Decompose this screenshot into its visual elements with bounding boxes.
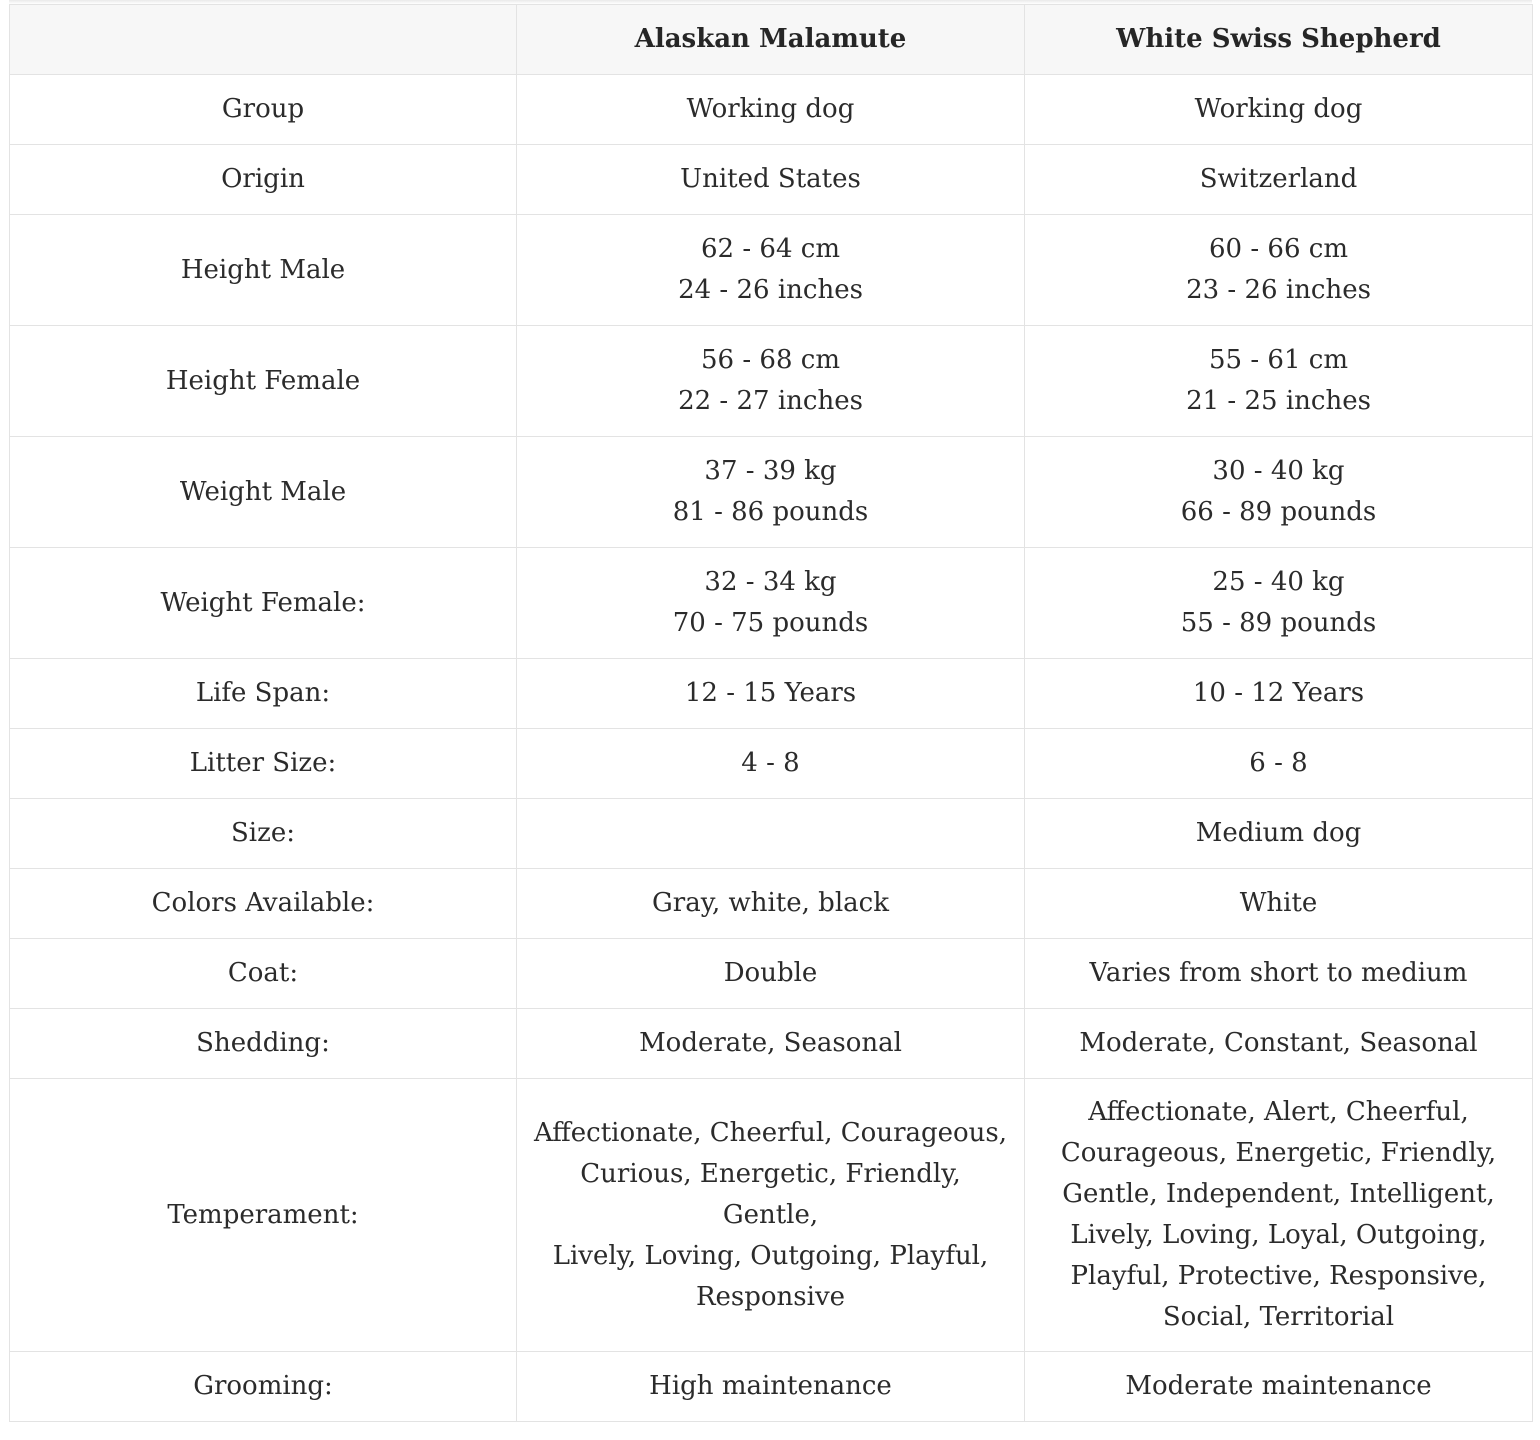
breed-1-value-cell (517, 939, 1025, 1009)
breed-2-value-line: 21 - 25 inches (1186, 386, 1371, 416)
breed-2-value-cell (1025, 659, 1533, 729)
breed-2-value-line: Playful, Protective, Responsive, (1070, 1261, 1487, 1291)
header-breed-2: White Swiss Shepherd (1025, 5, 1533, 75)
row-label: Size: (10, 799, 517, 869)
row-label: Temperament: (10, 1079, 517, 1352)
breed-2-value-line: 55 - 89 pounds (1180, 608, 1377, 638)
breed-2-value-cell (1025, 799, 1533, 869)
table-row (10, 659, 1533, 729)
header-empty-cell (10, 5, 517, 75)
table-row (10, 437, 1533, 548)
breed-2-value-line: 55 - 61 cm (1209, 345, 1348, 375)
breed-2-value-line: Moderate maintenance (1125, 1371, 1432, 1401)
table-row (10, 548, 1533, 659)
breed-1-value-line: Double (723, 958, 818, 988)
breed-1-value-cell (517, 437, 1025, 548)
breed-2-value-line: Moderate, Constant, Seasonal (1079, 1028, 1478, 1058)
breed-2-value-line: Affectionate, Alert, Cheerful, (1088, 1097, 1469, 1127)
breed-2-value-line: 23 - 26 inches (1186, 275, 1371, 305)
row-label: Height Female (10, 326, 517, 437)
row-label: Coat: (10, 939, 517, 1009)
breed-1-value-cell (517, 548, 1025, 659)
breed-2-value-line: 6 - 8 (1249, 748, 1308, 778)
breed-1-value-line: High maintenance (649, 1371, 892, 1401)
breed-2-value-cell (1025, 437, 1533, 548)
breed-2-value-cell (1025, 869, 1533, 939)
breed-1-value-line: Curious, Energetic, Friendly, Gentle, (580, 1158, 961, 1230)
row-label: Height Male (10, 215, 517, 326)
breed-1-value-line: 56 - 68 cm (701, 345, 840, 375)
breed-1-value-line: Gray, white, black (652, 888, 889, 918)
breed-1-value-cell (517, 659, 1025, 729)
breed-1-value-line: 37 - 39 kg (704, 456, 837, 486)
table-row (10, 145, 1533, 215)
breed-2-value-line: 66 - 89 pounds (1180, 497, 1377, 527)
comparison-table-container (9, 4, 1532, 1422)
breed-1-value-line: 4 - 8 (741, 748, 800, 778)
table-row (10, 75, 1533, 145)
breed-2-value-cell (1025, 75, 1533, 145)
breed-1-value-line: Responsive (695, 1281, 846, 1312)
row-label: Life Span: (10, 659, 517, 729)
breed-2-value-line: Switzerland (1199, 164, 1358, 194)
breed-2-value-cell (1025, 326, 1533, 437)
table-row (10, 326, 1533, 437)
breed-1-value-line: United States (680, 164, 861, 194)
row-label: Shedding: (10, 1009, 517, 1079)
breed-1-value-line: Working dog (686, 94, 855, 124)
breed-2-value-line: Lively, Loving, Loyal, Outgoing, (1070, 1220, 1487, 1250)
breed-1-value-cell (517, 869, 1025, 939)
row-label: Origin (10, 145, 517, 215)
table-header (10, 5, 1533, 75)
breed-2-value-line: 25 - 40 kg (1212, 567, 1345, 597)
breed-2-value-line: 10 - 12 Years (1192, 678, 1365, 708)
breed-2-value-line: Gentle, Independent, Intelligent, (1062, 1179, 1495, 1209)
table-row (10, 729, 1533, 799)
breed-2-value-line: Medium dog (1195, 818, 1362, 848)
breed-1-value-line: 70 - 75 pounds (672, 608, 869, 638)
row-label: Weight Female: (10, 548, 517, 659)
header-breed-1: Alaskan Malamute (517, 5, 1025, 75)
breed-2-value-cell (1025, 1079, 1533, 1352)
table-row (10, 1079, 1533, 1352)
breed-1-value-cell (517, 145, 1025, 215)
table-row (10, 1352, 1533, 1422)
breed-1-value-cell (517, 1079, 1025, 1352)
breed-1-value-cell (517, 215, 1025, 326)
breed-2-value-line: Social, Territorial (1162, 1302, 1395, 1332)
breed-1-value-line: 12 - 15 Years (684, 678, 857, 708)
breed-2-value-line: 30 - 40 kg (1212, 456, 1345, 486)
breed-1-value-line: 24 - 26 inches (678, 275, 863, 305)
table-row (10, 869, 1533, 939)
breed-2-value-line: Varies from short to medium (1089, 958, 1468, 988)
table-body (10, 75, 1533, 1422)
breed-2-value-cell (1025, 939, 1533, 1009)
breed-2-value-line: White (1239, 888, 1318, 918)
breed-2-value-cell (1025, 145, 1533, 215)
breed-1-value-line: 22 - 27 inches (678, 386, 863, 416)
breed-1-value-cell (517, 729, 1025, 799)
breed-1-value-line: Lively, Loving, Outgoing, Playful, (552, 1240, 989, 1271)
breed-2-value-cell (1025, 729, 1533, 799)
breed-1-value-line: 81 - 86 pounds (672, 497, 869, 527)
row-label: Grooming: (10, 1352, 517, 1422)
breed-2-value-cell (1025, 1009, 1533, 1079)
breed-1-value-line: Moderate, Seasonal (639, 1028, 902, 1058)
table-row (10, 939, 1533, 1009)
header-row (10, 5, 1533, 75)
table-row (10, 1009, 1533, 1079)
row-label: Group (10, 75, 517, 145)
breed-1-value-line: Affectionate, Cheerful, Courageous, (533, 1117, 1008, 1148)
breed-comparison-table (9, 4, 1533, 1422)
table-row (10, 215, 1533, 326)
breed-1-value-line: 62 - 64 cm (701, 234, 840, 264)
breed-1-value-cell (517, 326, 1025, 437)
breed-2-value-line: Courageous, Energetic, Friendly, (1060, 1138, 1497, 1168)
breed-1-value-cell (517, 1352, 1025, 1422)
breed-1-value-line: 32 - 34 kg (704, 567, 837, 597)
breed-1-value-cell (517, 1009, 1025, 1079)
row-label: Colors Available: (10, 869, 517, 939)
breed-2-value-line: Working dog (1194, 94, 1363, 124)
breed-2-value-cell (1025, 1352, 1533, 1422)
breed-1-value-cell (517, 799, 1025, 869)
breed-1-value-cell (517, 75, 1025, 145)
table-row (10, 799, 1533, 869)
row-label: Weight Male (10, 437, 517, 548)
breed-2-value-line: 60 - 66 cm (1209, 234, 1348, 264)
breed-2-value-cell (1025, 548, 1533, 659)
row-label: Litter Size: (10, 729, 517, 799)
breed-2-value-cell (1025, 215, 1533, 326)
